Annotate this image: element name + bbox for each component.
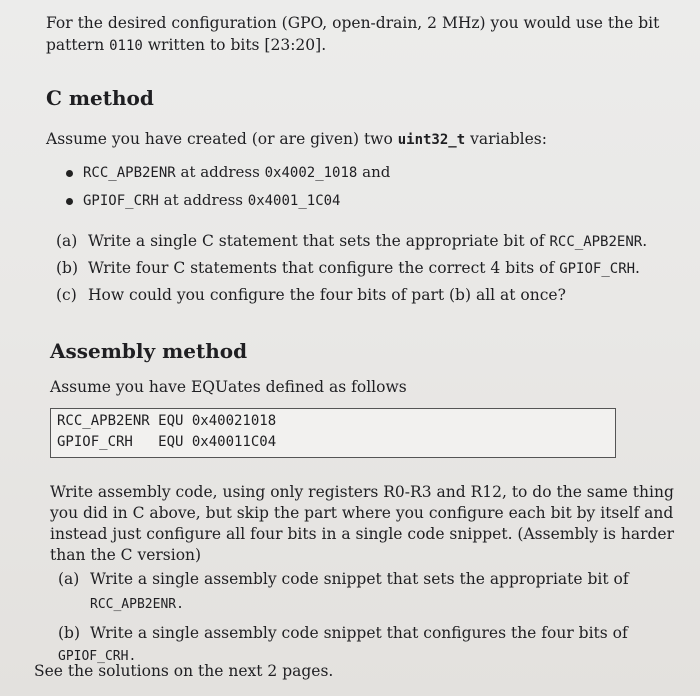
intro-line-2 (46, 34, 326, 57)
bullet-mid: at address (180, 163, 260, 181)
bullet-dot (66, 170, 73, 177)
assembly-paragraph-line: you did in C above, but skip the part where you configure each bit by itself and (50, 504, 674, 522)
asm-question-a-cont (90, 592, 184, 616)
question-text: Write a single C statement that sets the appropriate bit of (88, 232, 545, 250)
c-assume-prefix: Assume you have created (or are given) two (46, 130, 393, 148)
assembly-method-heading: Assembly method (50, 339, 248, 363)
assembly-paragraph-line: than the C version) (50, 546, 202, 564)
c-method-heading: C method (46, 86, 154, 110)
question-label: (b) (58, 624, 81, 642)
footer-note: See the solutions on the next 2 pages. (34, 662, 334, 680)
code-line: GPIOF_CRH EQU 0x40011C04 (57, 434, 277, 450)
bullet-dot (66, 198, 73, 205)
register-name: GPIOF_CRH (83, 193, 159, 209)
c-assume-suffix: variables: (470, 130, 547, 148)
assembly-assume: Assume you have EQUates defined as follows (50, 378, 407, 396)
bullet-item (66, 191, 340, 209)
question-text: Write a single assembly code snippet that sets the appropriate bit of (90, 570, 629, 588)
register-address: 0x4001_1C04 (247, 193, 341, 209)
register-name: RCC_APB2ENR (83, 165, 176, 181)
c-assume-code: uint32_t (397, 132, 466, 148)
question-code: RCC_APB2ENR (549, 234, 643, 250)
intro-line-1: For the desired configuration (GPO, open-drain, 2 MHz) you would use the bit (46, 14, 660, 32)
code-line: RCC_APB2ENR EQU 0x40021018 (57, 413, 277, 429)
bullet-item (66, 163, 390, 181)
question-label: (a) (56, 232, 78, 250)
intro-line-2-suffix: written to bits [23:20]. (147, 36, 327, 54)
question-label: (c) (56, 286, 77, 304)
equ-code-box (50, 408, 616, 458)
intro-line-2-prefix: pattern (46, 36, 105, 54)
question-label: (b) (56, 259, 79, 277)
question-text: Write four C statements that configure the correct 4 bits of (88, 259, 555, 277)
c-question-c (56, 284, 566, 306)
question-label: (a) (58, 570, 80, 588)
assembly-paragraph-line: instead just configure all four bits in a single code snippet. (Assembly is harder (50, 525, 674, 543)
question-text: Write a single assembly code snippet that configures the four bits of (90, 624, 628, 642)
question-text: How could you configure the four bits of part (b) all at once? (88, 286, 566, 304)
assembly-paragraph-line: Write assembly code, using only registers R0-R3 and R12, to do the same thing (50, 483, 674, 501)
c-method-assume (46, 128, 547, 151)
asm-question-a (58, 568, 629, 590)
question-end: . (635, 259, 640, 277)
c-question-b (56, 257, 640, 280)
question-code: GPIOF_CRH (559, 261, 636, 277)
c-question-a (56, 230, 647, 253)
bullet-end: and (362, 163, 391, 181)
question-end: . (642, 232, 648, 250)
bullet-mid: at address (163, 191, 243, 209)
question-code: RCC_APB2ENR. (90, 597, 184, 612)
question-code: GPIOF_CRH. (58, 649, 137, 664)
bit-pattern-code: 0110 (109, 38, 143, 54)
register-address: 0x4002_1018 (264, 165, 358, 181)
